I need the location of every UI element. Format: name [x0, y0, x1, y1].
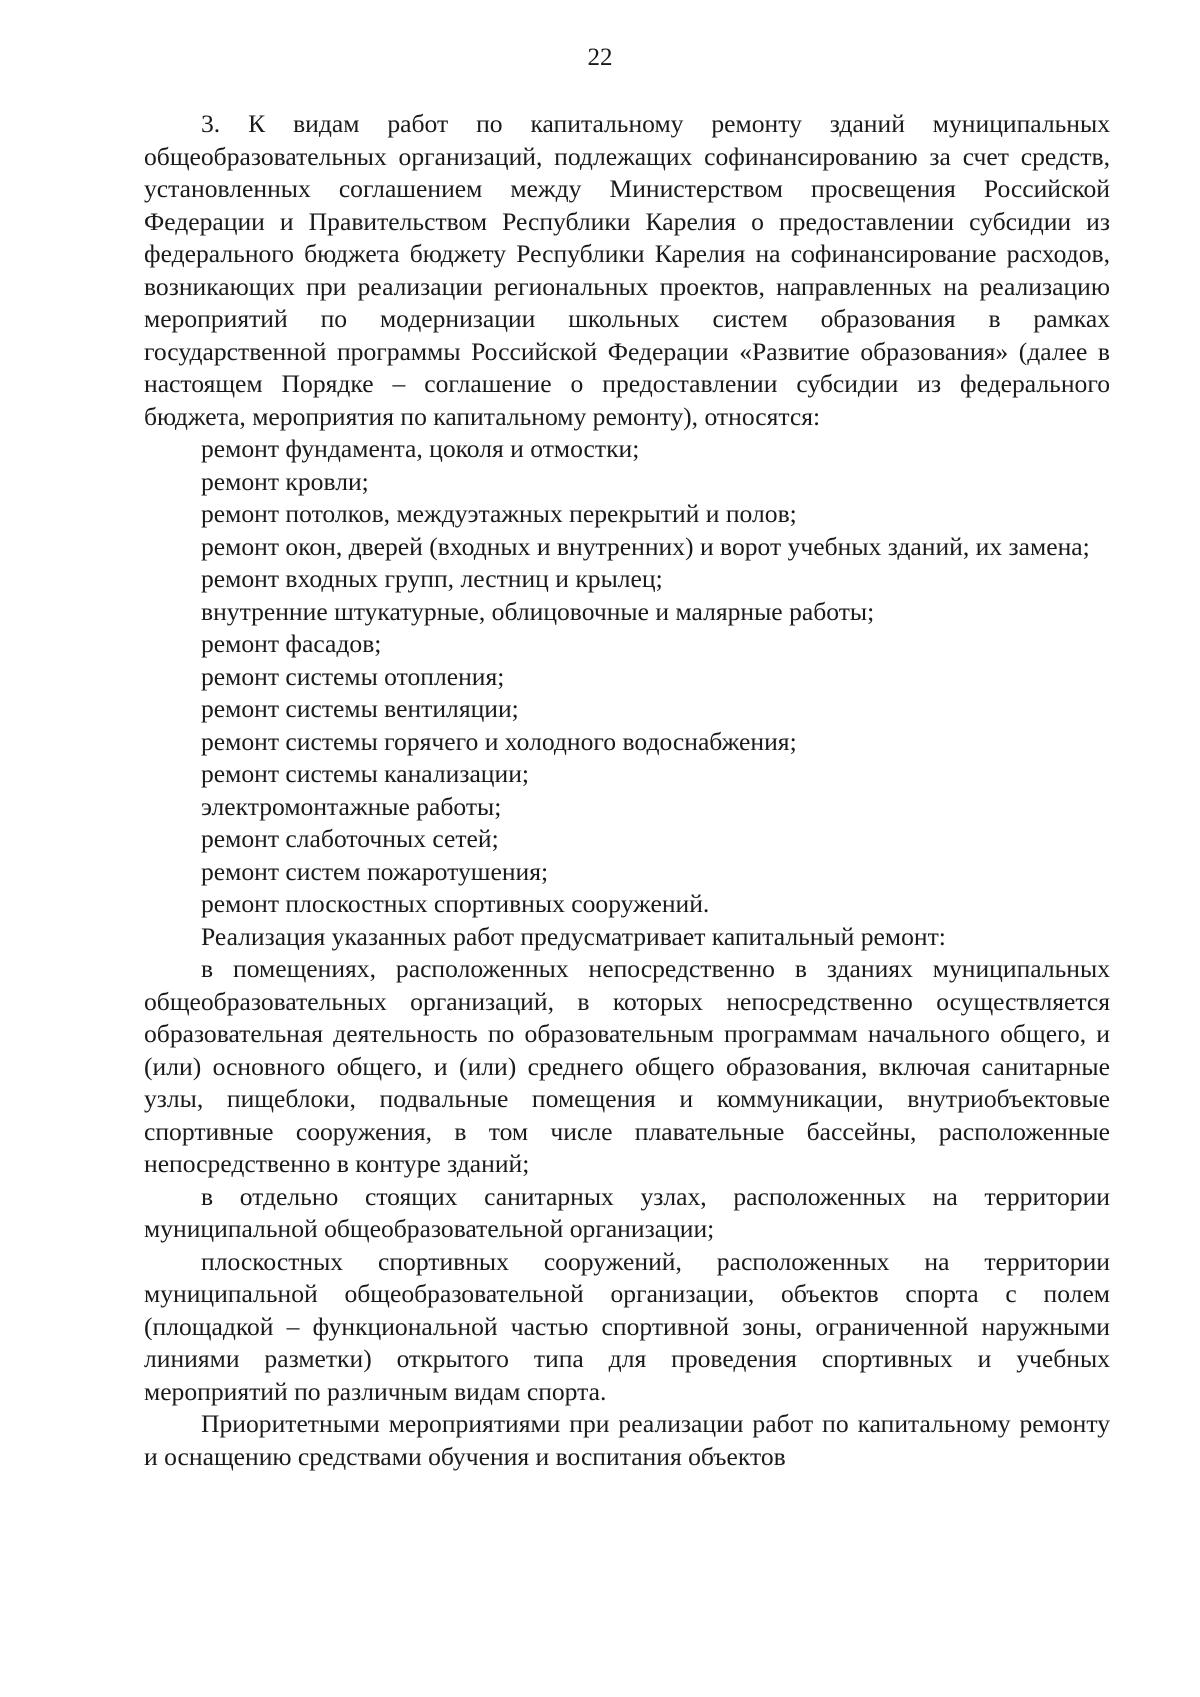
list-item: ремонт кровли; — [201, 466, 369, 496]
list-item: ремонт системы горячего и холодного водоснабжения; — [201, 726, 797, 756]
paragraph-sports: плоскостных спортивных сооружений, расположенных на территории муниципальной общеобразовательной организации, объектов спорта с полем (площадкой – функциональной частью спортивной зоны, ограниченной наружными линиями разметки) открытого типа для проведения спортивных и учебных мероприятий по различным видам спорта. — [144, 1246, 1110, 1406]
list-item: ремонт системы канализации; — [201, 759, 530, 788]
list-item: ремонт потолков, междуэтажных перекрытий и полов; — [201, 499, 797, 528]
paragraph-intro: 3. К видам работ по капитальному ремонту зданий муниципальных общеобразовательных организаций, подлежащих софинансированию за счет средств, установленных соглашением между Министерством просвещения Российской Федерации и Правительством Республики Карелия о предоставлении субсидии из федерального бюджета бюджету Республики Карелия на софинансирование расходов, возникающих при реализации региональных проектов, направленных на реализацию мероприятий по модернизации школьных систем образования в рамках государственной программы Российской Федерации «Развитие образования» (далее в настоящем Порядке – соглашение о предоставлении субсидии из федерального бюджета, мероприятия по капитальному ремонту), относятся: — [144, 109, 1110, 431]
list-item: ремонт систем пожаротушения; — [201, 856, 549, 886]
list-item: ремонт входных групп, лестниц и крылец; — [201, 564, 663, 593]
list-item: ремонт окон, дверей (входных и внутренних) и ворот учебных зданий, их замена; — [201, 531, 1090, 561]
list-item: ремонт системы вентиляции; — [201, 694, 519, 723]
page-number: 22 — [587, 44, 613, 71]
list-item: внутренние штукатурные, облицовочные и малярные работы; — [201, 596, 875, 626]
list-item: ремонт фундамента, цоколя и отмостки; — [201, 434, 640, 463]
list-item: ремонт фасадов; — [201, 629, 382, 658]
document-body — [144, 108, 1110, 1473]
paragraph-premises: в помещениях, расположенных непосредственно в зданиях муниципальных общеобразовательных организаций, в которых непосредственно осуществляется образовательная деятельность по образовательным программам начального общего, и (или) основного общего, и (или) среднего общего образования, включая санитарные узлы, пищеблоки, подвальные помещения и коммуникации, внутриобъектовые спортивные сооружения, в том числе плавательные бассейны, расположенные непосредственно в контуре зданий; — [144, 954, 1110, 1178]
list-item: ремонт плоскостных спортивных сооружений. — [201, 889, 710, 918]
paragraph-priority: Приоритетными мероприятиями при реализации работ по капитальному ремонту и оснащению средствами обучения и воспитания объектов — [144, 1409, 1110, 1471]
list-item: электромонтажные работы; — [201, 791, 502, 821]
list-item: ремонт системы отопления; — [201, 661, 505, 691]
list-item: ремонт слаботочных сетей; — [201, 824, 499, 853]
paragraph-sanitary: в отдельно стоящих санитарных узлах, расположенных на территории муниципальной общеобразовательной организации; — [144, 1181, 1110, 1243]
paragraph-implementation: Реализация указанных работ предусматривает капитальный ремонт: — [201, 921, 946, 951]
